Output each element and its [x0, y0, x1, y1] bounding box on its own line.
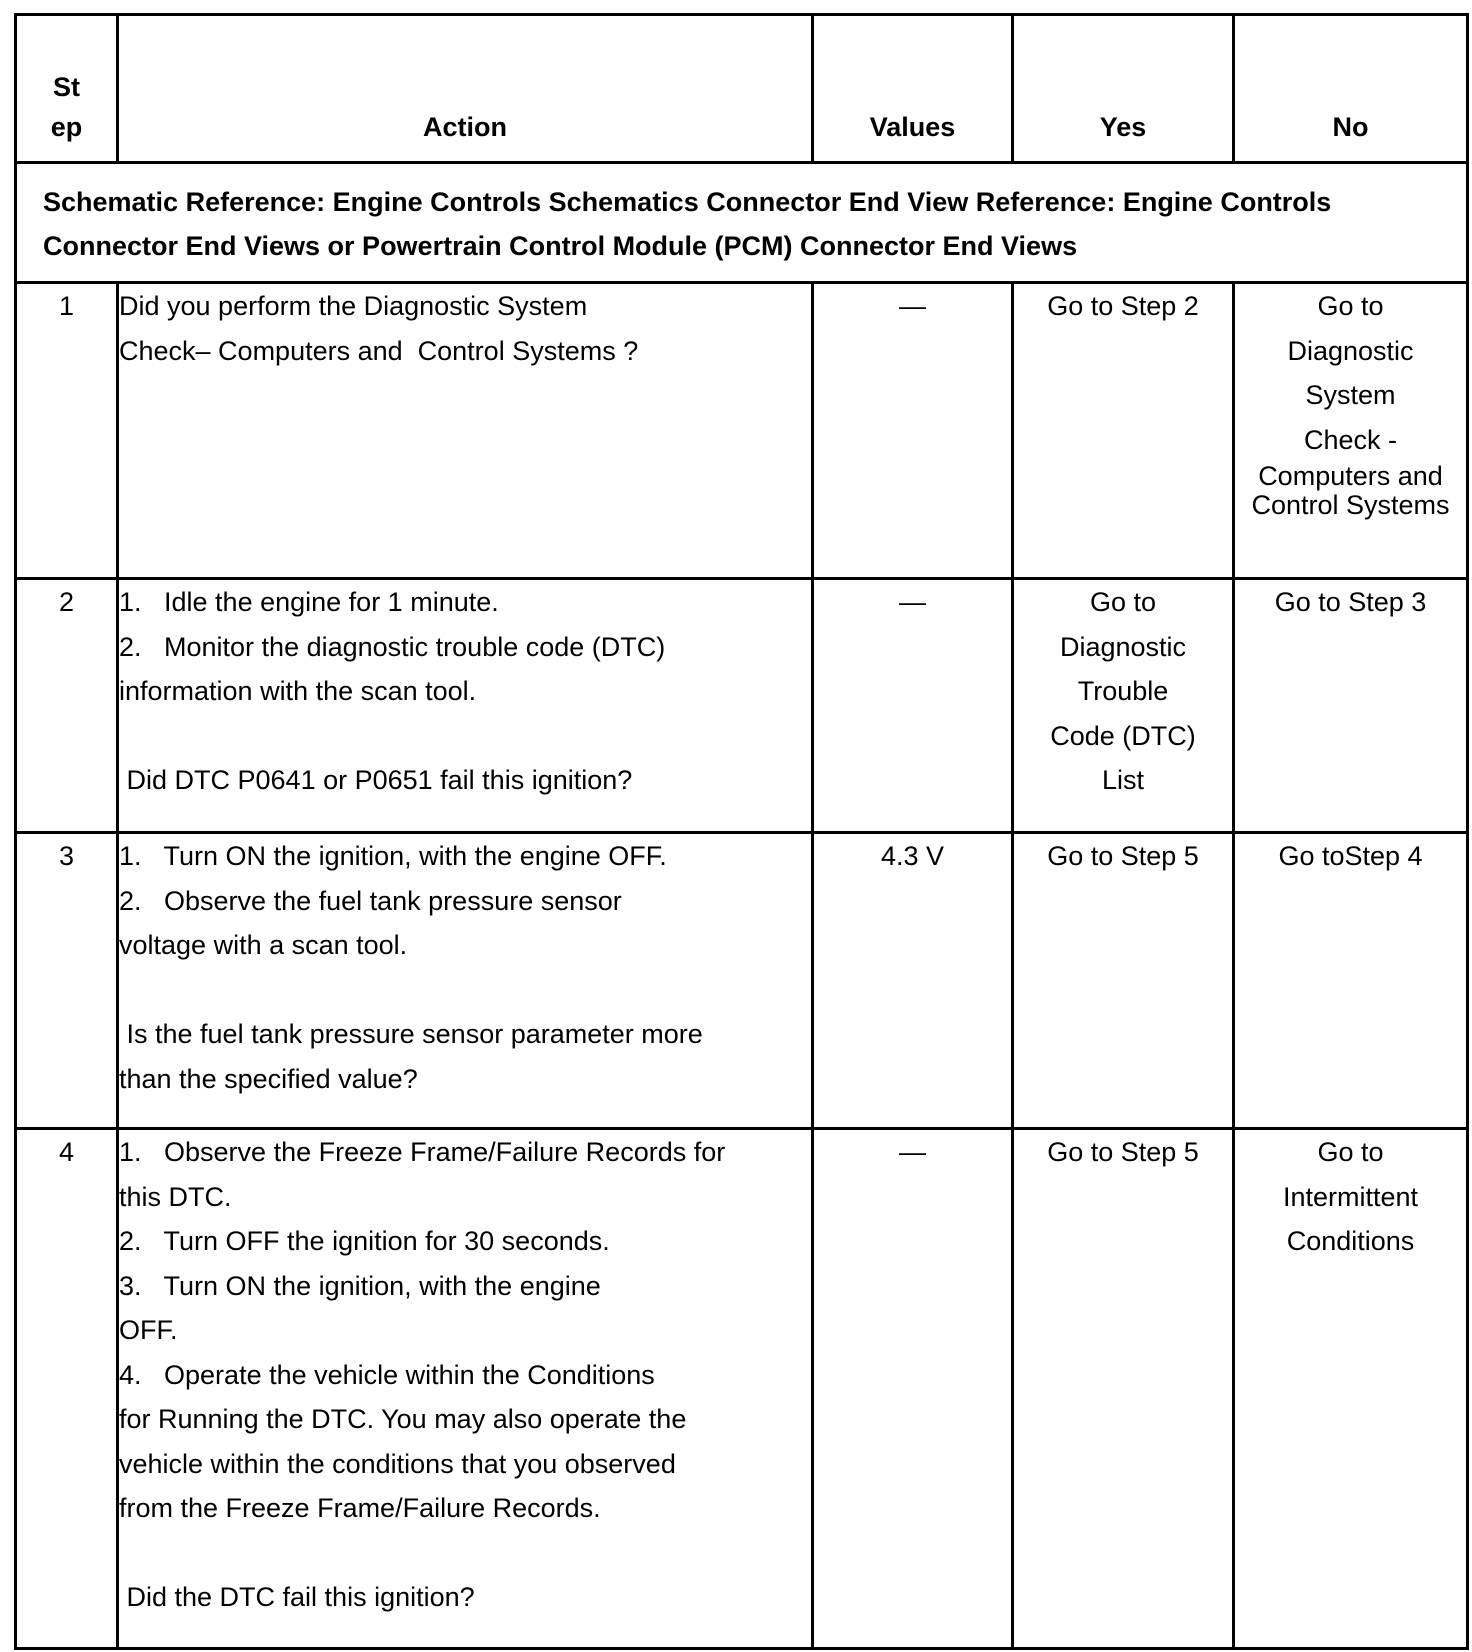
yes-line: List	[1101, 765, 1145, 795]
action-line: vehicle within the conditions that you observed	[119, 1448, 676, 1479]
value-cell: —	[813, 283, 1013, 579]
header-step-line: St	[53, 72, 80, 102]
yes-line: Diagnostic	[1059, 631, 1187, 662]
yes-line: Code (DTC)	[1050, 720, 1196, 751]
action-line: than the specified value?	[119, 1063, 418, 1094]
step-number: 4	[16, 1129, 118, 1649]
step-number: 2	[16, 579, 118, 833]
no-line: Go toStep 4	[1278, 841, 1423, 871]
yes-cell	[1013, 1129, 1234, 1649]
no-line: Go to	[1317, 1137, 1384, 1167]
no-line: Check -	[1303, 424, 1398, 455]
action-line: OFF.	[119, 1315, 178, 1345]
action-cell	[118, 833, 813, 1129]
no-cell	[1234, 1129, 1468, 1649]
action-line: for Running the DTC. You may also operate the	[119, 1404, 687, 1434]
action-line: Check– Computers and Control Systems ?	[119, 335, 639, 366]
table-row	[16, 833, 1468, 1129]
header-step	[16, 15, 118, 163]
table-row	[16, 579, 1468, 833]
no-line: Conditions	[1286, 1226, 1415, 1256]
no-line: Go to Step 3	[1274, 587, 1427, 617]
header-step-line: ep	[50, 112, 83, 142]
yes-cell	[1013, 283, 1234, 579]
action-line: 4. Operate the vehicle within the Conditions	[119, 1359, 655, 1390]
no-cell	[1234, 283, 1468, 579]
reference-row	[16, 163, 1468, 283]
no-line: Go to	[1317, 291, 1384, 321]
diagnostic-table	[14, 13, 1469, 1650]
header-action: Action	[118, 15, 813, 163]
action-line: 1. Observe the Freeze Frame/Failure Records for	[119, 1137, 726, 1167]
yes-line: Go to Step 2	[1047, 291, 1199, 321]
action-line: 2. Monitor the diagnostic trouble code (DTC)	[119, 631, 666, 662]
yes-cell	[1013, 833, 1234, 1129]
action-line: 1. Turn ON the ignition, with the engine OFF.	[119, 841, 667, 871]
action-line: voltage with a scan tool.	[119, 930, 408, 960]
no-line: System	[1305, 380, 1396, 410]
action-cell	[118, 1129, 813, 1649]
value-cell: —	[813, 1129, 1013, 1649]
header-row	[16, 15, 1468, 163]
action-line: 1. Idle the engine for 1 minute.	[119, 587, 499, 617]
action-cell	[118, 579, 813, 833]
value-cell: 4.3 V	[813, 833, 1013, 1129]
action-line: 2. Turn OFF the ignition for 30 seconds.	[119, 1226, 610, 1256]
action-cell	[118, 283, 813, 579]
schematic-reference	[16, 163, 1468, 283]
reference-line-2: Connector End Views or Powertrain Control Module (PCM) Connector End Views	[43, 231, 1078, 261]
yes-line: Go to Step 5	[1047, 1137, 1199, 1167]
action-line	[119, 1531, 811, 1576]
yes-line: Go to Step 5	[1047, 841, 1199, 871]
action-line	[119, 968, 811, 1013]
no-line: Intermittent	[1282, 1181, 1419, 1212]
step-number: 3	[16, 833, 118, 1129]
header-values: Values	[813, 15, 1013, 163]
value-cell: —	[813, 579, 1013, 833]
action-line: this DTC.	[119, 1181, 232, 1212]
action-line: Did DTC P0641 or P0651 fail this ignition?	[119, 765, 633, 795]
no-line: Computers and	[1258, 461, 1443, 491]
header-no: No	[1234, 15, 1468, 163]
action-line	[119, 714, 811, 759]
no-cell	[1234, 579, 1468, 833]
table-row	[16, 283, 1468, 579]
action-line: Is the fuel tank pressure sensor parameter more	[119, 1019, 703, 1049]
yes-cell	[1013, 579, 1234, 833]
step-number: 1	[16, 283, 118, 579]
no-line: Control Systems	[1251, 490, 1450, 520]
reference-line-1: Schematic Reference: Engine Controls Schematics Connector End View Reference: Engine Controls	[43, 187, 1332, 217]
yes-line: Go to	[1089, 587, 1157, 617]
action-line: from the Freeze Frame/Failure Records.	[119, 1493, 601, 1523]
action-line: Did the DTC fail this ignition?	[119, 1582, 475, 1612]
action-line: 3. Turn ON the ignition, with the engine	[119, 1270, 601, 1301]
action-line: Did you perform the Diagnostic System	[119, 291, 588, 321]
no-cell	[1234, 833, 1468, 1129]
no-line: Diagnostic	[1287, 335, 1414, 366]
yes-line: Trouble	[1077, 676, 1169, 706]
action-line: information with the scan tool.	[119, 676, 477, 706]
table-row	[16, 1129, 1468, 1649]
header-yes: Yes	[1013, 15, 1234, 163]
action-line: 2. Observe the fuel tank pressure sensor	[119, 885, 622, 916]
